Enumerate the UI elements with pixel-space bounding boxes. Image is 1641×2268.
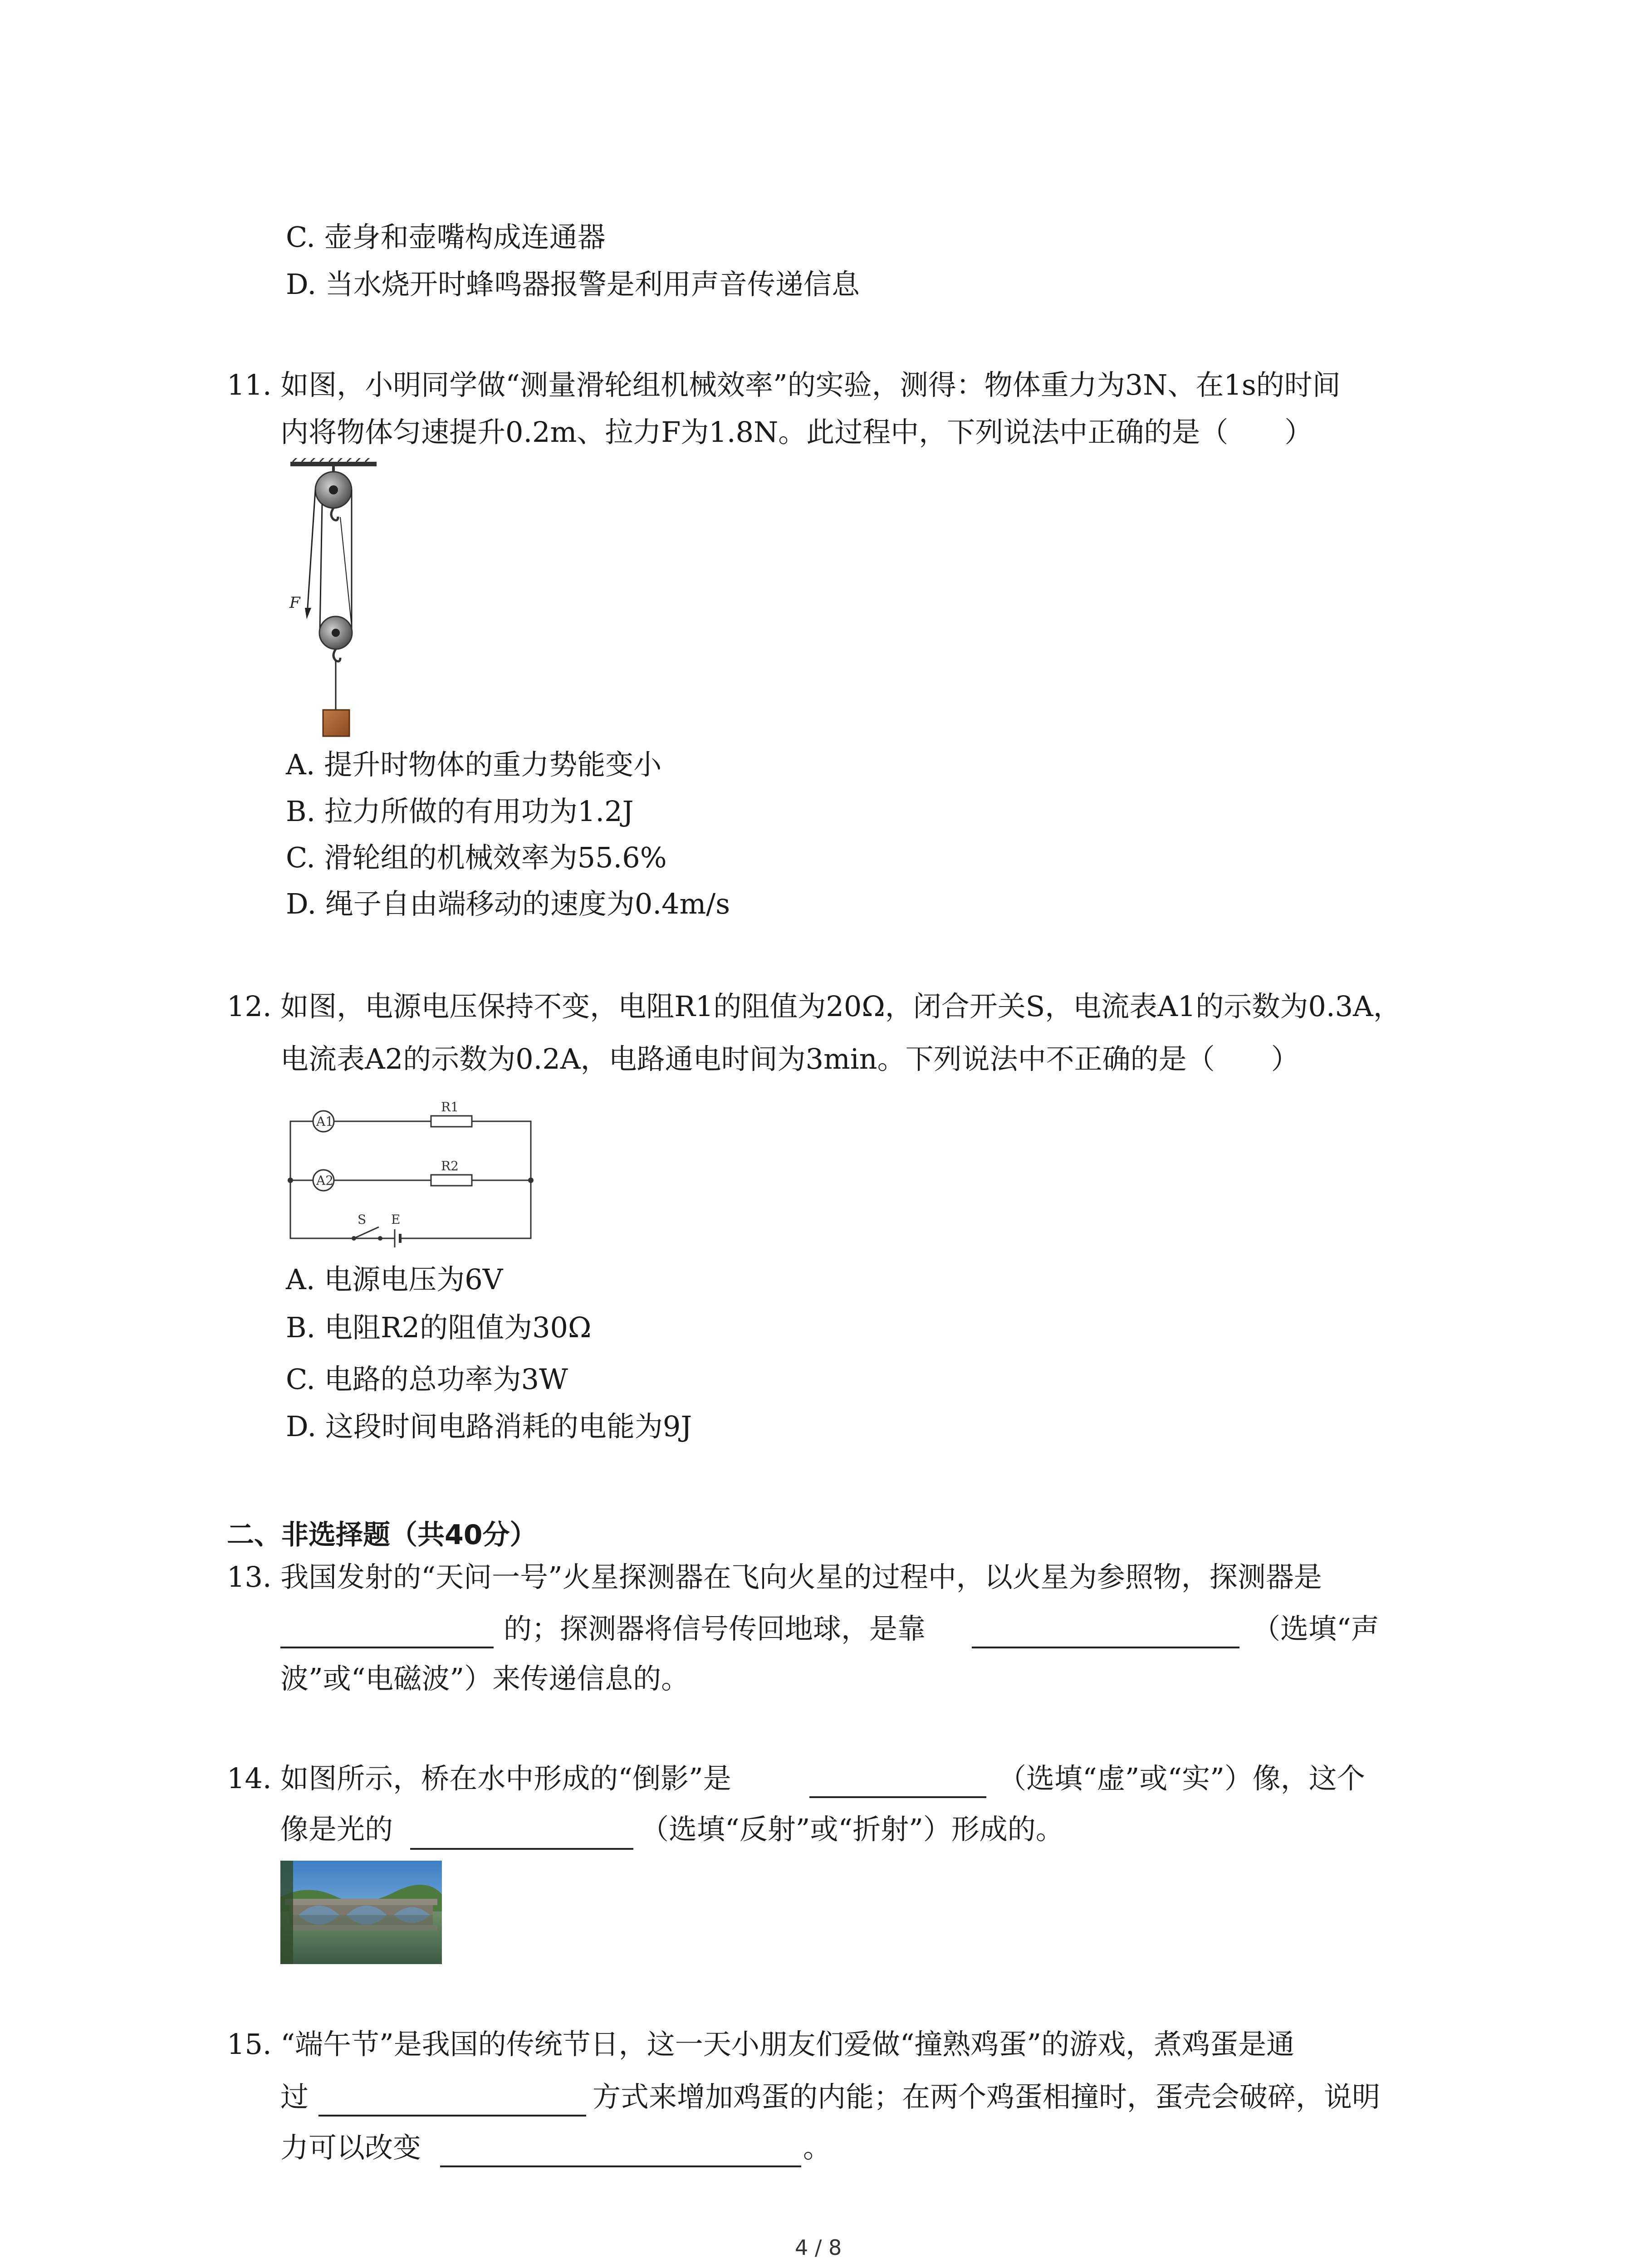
resistor-r2-label: R2: [441, 1158, 459, 1173]
q13-blank-2[interactable]: [972, 1647, 1239, 1648]
q11-stem-line1: 11. 如图，小明同学做“测量滑轮组机械效率”的实验，测得：物体重力为3N、在1s的时间: [227, 368, 1341, 401]
force-label-f: F: [289, 594, 300, 612]
q13-stem-line2a: 的；探测器将信号传回地球，是靠: [504, 1612, 926, 1645]
q11-stem-line2: 内将物体匀速提升0.2m、拉力F为1.8N。此过程中，下列说法中正确的是（ ）: [280, 415, 1313, 449]
q11-option-a: A. 提升时物体的重力势能变小: [286, 748, 662, 781]
bridge-reflection-photo: [280, 1861, 442, 1964]
q14-stem-line2b: （选填“反射”或“折射”）形成的。: [641, 1813, 1064, 1846]
q10-option-c: C. 壶身和壶嘴构成连通器: [286, 220, 606, 254]
q14-stem-line2a: 像是光的: [280, 1813, 393, 1846]
section-2-heading: 二、非选择题（共40分）: [227, 1519, 537, 1551]
q14-blank-2[interactable]: [410, 1848, 633, 1850]
resistor-r1-label: R1: [441, 1100, 459, 1114]
q14-stem-line1b: （选填“虚”或“实”）像，这个: [998, 1762, 1365, 1795]
q12-stem-line1: 12. 如图，电源电压保持不变，电阻R1的阻值为20Ω，闭合开关S，电流表A1的示数为0.3A，: [227, 990, 1401, 1023]
q13-stem-line2b: （选填“声: [1252, 1612, 1379, 1645]
q13-stem-line1: 13. 我国发射的“天问一号”火星探测器在飞向火星的过程中，以火星为参照物，探测器是: [227, 1560, 1322, 1593]
q12-option-d: D. 这段时间电路消耗的电能为9J: [286, 1410, 692, 1443]
circuit-diagram-figure: [281, 1098, 540, 1247]
q15-stem-line3a: 力可以改变: [280, 2131, 421, 2164]
q15-stem-line2a: 过: [280, 2080, 309, 2113]
q11-option-b: B. 拉力所做的有用功为1.2J: [286, 795, 634, 828]
q12-stem-line2: 电流表A2的示数为0.2A，电路通电时间为3min。下列说法中不正确的是（ ）: [280, 1042, 1299, 1075]
q12-option-c: C. 电路的总功率为3W: [286, 1363, 568, 1396]
ammeter-a1-label: A1: [316, 1114, 334, 1129]
q13-stem-line3: 波”或“电磁波”）来传递信息的。: [280, 1662, 690, 1695]
q15-stem-line3b: 。: [803, 2131, 832, 2164]
q15-stem-line2b: 方式来增加鸡蛋的内能；在两个鸡蛋相撞时，蛋壳会破碎，说明: [593, 2080, 1381, 2113]
q14-stem-line1a: 14. 如图所示，桥在水中形成的“倒影”是: [227, 1762, 731, 1795]
ammeter-a2-label: A2: [316, 1173, 334, 1188]
q11-option-d: D. 绳子自由端移动的速度为0.4m/s: [286, 887, 730, 920]
battery-e-label: E: [391, 1212, 401, 1227]
q13-blank-1[interactable]: [280, 1647, 494, 1648]
q15-stem-line1: 15. “端午节”是我国的传统节日，这一天小朋友们爱做“撞熟鸡蛋”的游戏，煮鸡蛋是通: [227, 2028, 1295, 2061]
q10-option-d: D. 当水烧开时蜂鸣器报警是利用声音传递信息: [286, 268, 860, 301]
q12-option-b: B. 电阻R2的阻值为30Ω: [286, 1311, 592, 1344]
q14-blank-1[interactable]: [809, 1796, 986, 1798]
q15-blank-2[interactable]: [440, 2165, 801, 2167]
page-number: 4 / 8: [795, 2235, 842, 2260]
q15-blank-1[interactable]: [318, 2115, 586, 2116]
q12-option-a: A. 电源电压为6V: [286, 1263, 503, 1296]
pulley-system-figure: [281, 458, 386, 744]
switch-s-label: S: [358, 1212, 367, 1227]
q11-option-c: C. 滑轮组的机械效率为55.6%: [286, 841, 667, 874]
